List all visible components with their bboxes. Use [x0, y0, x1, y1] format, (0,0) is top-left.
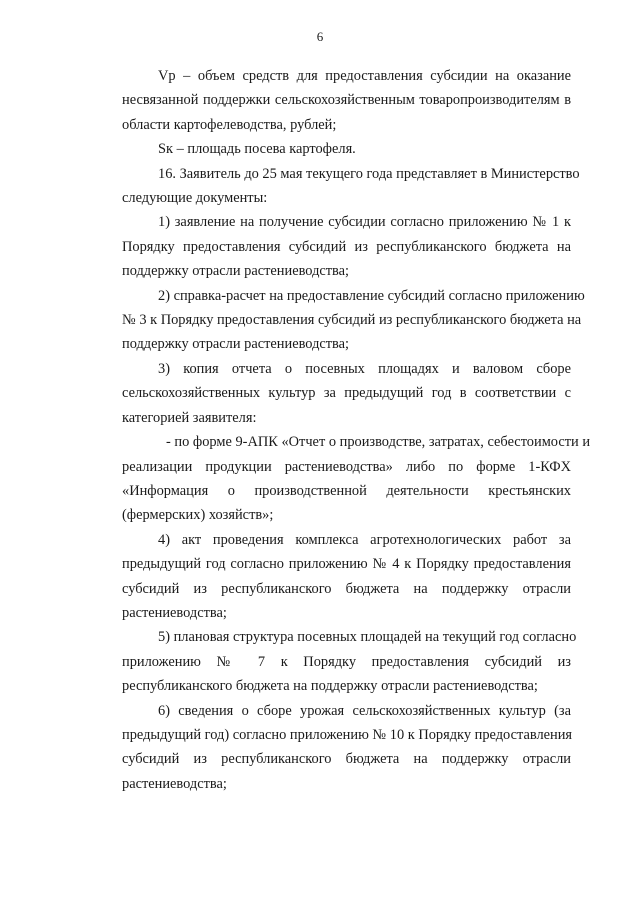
text-line: субсидий из республиканского бюджета на поддержку отрасли: [122, 751, 571, 768]
paragraph-clause-16: [86, 162, 580, 211]
text-line: 5) плановая структура посевных площадей на текущий год согласно: [158, 629, 577, 646]
list-subitem-forms: [86, 430, 591, 528]
list-item-3: [86, 357, 571, 430]
text-line: следующие документы:: [122, 190, 268, 207]
text-line: 1) заявление на получение субсидии согласно приложению № 1 к: [158, 214, 571, 231]
text-line: Sк – площадь посева картофеля.: [158, 141, 356, 158]
paragraph-vp-definition: [86, 64, 571, 137]
text-line: республиканского бюджета на поддержку отрасли растениеводства;: [122, 678, 538, 695]
text-line: сельскохозяйственных культур за предыдущий год в соответствии с: [122, 385, 571, 402]
text-line: области картофелеводства, рублей;: [122, 116, 337, 133]
text-line: (фермерских) хозяйств»;: [122, 507, 274, 524]
paragraph-sk-definition: [86, 137, 571, 161]
list-item-4: [86, 528, 571, 626]
page-number: 6: [316, 29, 324, 44]
list-item-6: [86, 699, 571, 797]
text-line: растениеводства;: [122, 775, 227, 792]
text-line: 4) акт проведения комплекса агротехнологических работ за: [158, 531, 571, 548]
text-line: поддержку отрасли растениеводства;: [122, 336, 350, 353]
text-line: Vp – объем средств для предоставления субсидии на оказание: [158, 68, 571, 84]
text-line: субсидий из республиканского бюджета на поддержку отрасли: [122, 580, 571, 597]
text-line: предыдущий год) согласно приложению № 10 к Порядку предоставления: [122, 726, 573, 743]
text-line: 2) справка-расчет на предоставление субсидий согласно приложению: [158, 287, 585, 304]
text-line: несвязанной поддержки сельскохозяйственным товаропроизводителям в: [122, 92, 571, 109]
text-line: «Информация о производственной деятельности крестьянских: [122, 482, 571, 499]
text-line: приложению № 7 к Порядку предоставления субсидий из: [122, 653, 571, 670]
text-line: 3) копия отчета о посевных площадях и валовом сборе: [158, 360, 571, 377]
text-line: Порядку предоставления субсидий из республиканского бюджета на: [122, 238, 571, 255]
text-line: 16. Заявитель до 25 мая текущего года представляет в Министерство: [158, 165, 580, 182]
text-line: предыдущий год согласно приложению № 4 к Порядку предоставления: [122, 556, 571, 573]
text-line: № 3 к Порядку предоставления субсидий из республиканского бюджета на: [122, 312, 582, 329]
text-line: поддержку отрасли растениеводства;: [122, 263, 350, 280]
list-item-1: [86, 210, 571, 283]
text-line: растениеводства;: [122, 604, 227, 621]
list-item-2: [86, 284, 585, 357]
document-body: [86, 64, 591, 796]
text-line: реализации продукции растениеводства» либо по форме 1-КФХ: [122, 458, 571, 475]
text-line: - по форме 9-АПК «Отчет о производстве, затратах, себестоимости и: [166, 434, 591, 451]
text-line: категорией заявителя:: [122, 409, 257, 426]
text-line: 6) сведения о сборе урожая сельскохозяйственных культур (за: [158, 702, 571, 719]
list-item-5: [86, 625, 577, 698]
